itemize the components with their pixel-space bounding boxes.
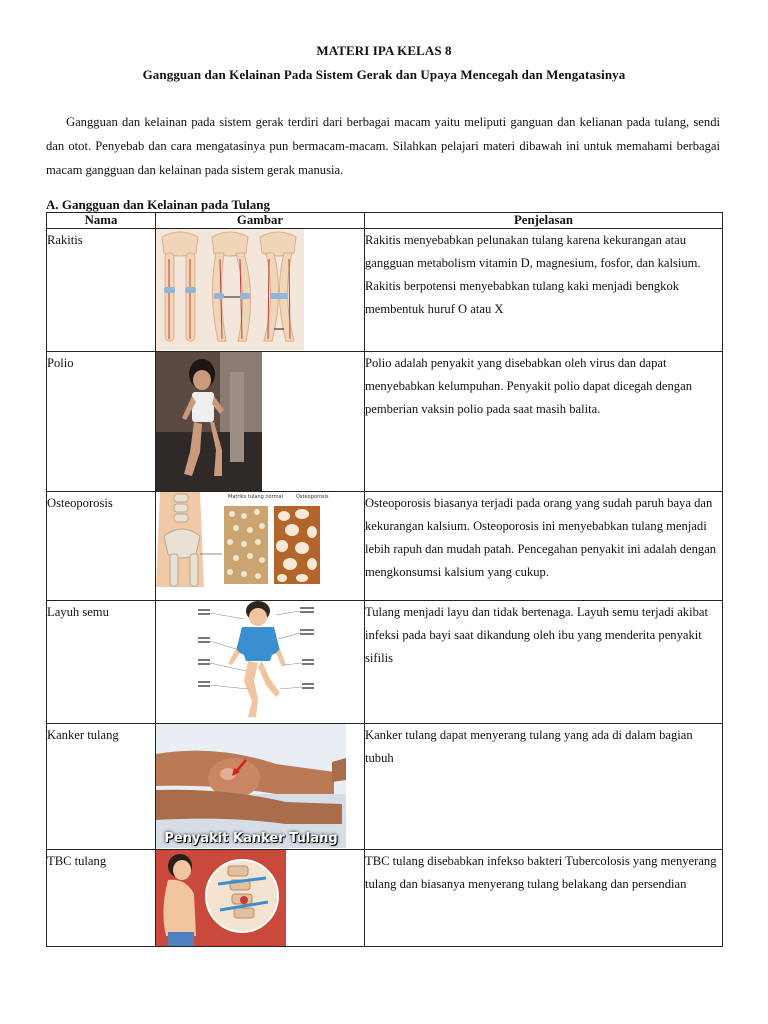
row-desc: Osteoporosis biasanya terjadi pada orang yang sudah paruh baya dan kekurangan kalsium. Osteoporosis ini menyebabkan tulang menjadi lebih rapuh dan mudah patah. Pencegahan penyakit ini adalah dengan mengkonsumsi kalsium yang cukup.: [365, 492, 723, 601]
row-image-cell: [156, 724, 365, 850]
row-name: Layuh semu: [47, 601, 156, 724]
layuh-semu-image: [196, 601, 316, 721]
row-name: Rakitis: [47, 229, 156, 352]
page-title: MATERI IPA KELAS 8: [316, 43, 452, 58]
row-desc: Kanker tulang dapat menyerang tulang yang ada di dalam bagian tubuh: [365, 724, 723, 850]
disorders-table: [46, 212, 723, 947]
osteo-label: Osteoporosis: [296, 494, 329, 500]
bone-cancer-illustration: [156, 724, 346, 848]
header-name: Nama: [47, 213, 156, 229]
row-desc: Rakitis menyebabkan pelunakan tulang karena kekurangan atau gangguan metabolism vitamin D, magnesium, fosfor, dan kalsium. Rakitis berpotensi menyebabkan tulang kaki menjadi bengkok membentuk huruf O atau X: [365, 229, 723, 352]
row-image-cell: [156, 352, 365, 492]
row-name: Polio: [47, 352, 156, 492]
table-header-row: [47, 213, 723, 229]
table-row: [47, 724, 723, 850]
table-row: [47, 492, 723, 601]
row-image-cell: [156, 492, 365, 601]
rickets-legs-image: [156, 229, 304, 350]
intro-text: Gangguan dan kelainan pada sistem gerak terdiri dari berbagai macam yaitu meliputi ganguan dan kelianan pada tulang, sendi dan otot. Penyebab dan cara mengatasinya pun bermacam-macam. Silahkan pelajari materi dibawah ini untuk memahami berbagai macam gangguan dan kelainan pada sistem gerak manusia.: [46, 115, 720, 177]
table-row: [47, 601, 723, 724]
row-desc: Tulang menjadi layu dan tidak bertenaga. Layuh semu terjadi akibat infeksi pada bayi saat dikandung oleh ibu yang menderita penyakit sifilis: [365, 601, 723, 724]
row-name: TBC tulang: [47, 850, 156, 947]
intro-paragraph: [46, 110, 720, 182]
row-image-cell: [156, 850, 365, 947]
row-image-cell: [156, 229, 365, 352]
header-image: Gambar: [156, 213, 365, 229]
osteoporosis-image: [156, 492, 331, 587]
bone-cancer-banner: Penyakit Kanker Tulang: [164, 831, 338, 846]
osteoporosis-illustration: [156, 492, 331, 587]
table-row: [47, 229, 723, 352]
header-desc: Penjelasan: [365, 213, 723, 229]
row-name: Kanker tulang: [47, 724, 156, 850]
row-image-cell: [156, 601, 365, 724]
table-row: [47, 850, 723, 947]
bone-tb-image: [156, 850, 286, 946]
row-desc: TBC tulang disebabkan infekso bakteri Tubercolosis yang menyerang tulang dan biasanya menyerang tulang belakang dan persendian: [365, 850, 723, 947]
page-subtitle: Gangguan dan Kelainan Pada Sistem Gerak dan Upaya Mencegah dan Mengatasinya: [142, 67, 626, 82]
row-desc: Polio adalah penyakit yang disebabkan oleh virus dan dapat menyebabkan kelumpuhan. Penyakit polio dapat dicegah dengan pemberian vaksin polio pada saat masih balita.: [365, 352, 723, 492]
bone-cancer-photo: [156, 724, 346, 848]
row-name: Osteoporosis: [47, 492, 156, 601]
table-row: [47, 352, 723, 492]
section-heading: A. Gangguan dan Kelainan pada Tulang: [46, 197, 270, 212]
polio-child-photo: [156, 352, 262, 491]
osteo-normal-label: Matriks tulang normal: [228, 494, 283, 500]
